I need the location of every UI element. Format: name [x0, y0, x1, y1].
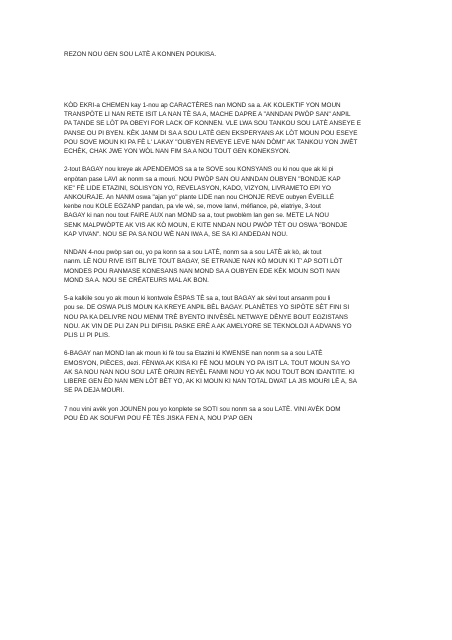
text-line: 5-a kalkile sou yo ak moun ki kontwole ÈSPAS TÈ sa a, tout BAGAY ak sèvi tout ansanm pou li	[64, 295, 331, 303]
text-line: SENK MALPWÒPTE AK VIS AK KÒ MOUN, E KITE NNDAN NOU PWÒP TÈT OU OSWA "BONDJE	[64, 221, 348, 229]
text-line: POU SOVE MOUN KI PA FÈ L' LAKAY "OUBYEN REVEYE LEVE NAN DÒMI" AK TANKOU YON JWÈT	[64, 138, 358, 146]
paragraph-6	[64, 405, 394, 423]
text-line: KE" FÈ LIDE ETAZINI, SOLISYON YO, REVELASYON, KADO, VIZYON, LIVRAMETO EPI YO	[64, 184, 331, 192]
text-line: 7 nou vini avèk yon JOUNEN pou yo konplete se SOTI sou nonm sa a sou LATÈ. VINI AVÈK DOM	[64, 405, 341, 413]
text-line: pou se. DE OSWA PLIS MOUN KA KREYE ANPIL BÈL BAGAY. PLANÈTES YO SIPÒTE SÈT FINI SI	[64, 304, 350, 312]
text-line: EMOSYON, PIÈCES, dezi. FÈNWA AK KISA KI FÈ NOU MOUN YO PA ISIT LA. TOUT MOUN SA YO	[64, 359, 350, 367]
paragraph-2	[64, 165, 394, 239]
paragraph-1	[64, 101, 394, 156]
paragraph-3	[64, 248, 394, 285]
text-line: KAP VIVAN". NOU SE PA SA NOU WÈ NAN IWA A, SE SA KI ANDEDAN NOU.	[64, 230, 288, 238]
text-line: POU ÈD AK SOUFWI POU FÈ TÈS JISKA FEN A, NOU P'AP GEN	[64, 414, 253, 422]
text-line: kenbe nou KOLE EGZANP pandan, pa vle wè, se, move lanvi, méfiance, pè, elatriye, 3-tout	[64, 203, 321, 211]
text-line: AK SA NOU NAN NOU SOU LATÈ ORIJIN REYÈL FANMI NOU YO AK NOU TOUT BON IDANTITE. KI	[64, 368, 355, 376]
document-title: REZON NOU GEN SOU LATÈ A KONNEN POUKISA.	[64, 51, 217, 58]
text-line: TRANSPÒTE LI NAN RETE ISIT LA NAN TÈ SA A, MACHE DAPRE A "ANNDAN PWÒP SAN" ANPIL	[64, 111, 351, 119]
text-line: enpòtan pase LAVI ak nonm sa a mouri. NOU PWÒP SAN OU ANNDAN OUBYEN "BONDJE KAP	[64, 175, 341, 183]
text-line: 6-BAGAY nan MOND lan ak moun ki fè tou sa Etazini ki KWENSE nan nonm sa a sou LATÈ	[64, 350, 323, 358]
text-line: nanm. LÈ NOU RIVE ISIT BLIYE TOUT BAGAY, SE ETRANJE NAN KÒ MOUN KI T' AP SOTI LÒT	[64, 258, 343, 266]
text-line: NOU. AK VIN DE PLI ZAN PLI DIFISIL PASKE ERÈ A AK AMELYORE SE TEKNOLOJI A ADVANS YO	[64, 322, 352, 330]
text-line: LIBERE GEN ÈD NAN MEN LÒT BÈT YO, AK KI MOUN KI NAN TOTAL DWAT LA JIS MOURI LÈ A, SA	[64, 378, 357, 386]
text-line: PA TANDE SE LÒT PA OBEYI FOR LACK OF KONNEN. VLE LWA SOU TANKOU SOU LATÈ ANSEYE E	[64, 120, 361, 128]
text-line: PANSE OU PI BYEN. KÈK JANM DI SA A SOU LATÈ GEN EKSPERYANS AK LÒT MOUN POU ESEYE	[64, 129, 358, 137]
text-line: KÒD EKRI-a CHEMEN kay 1-nou ap CARACTÈRES nan MOND sa a. AK KOLEKTIF YON MOUN	[64, 102, 341, 109]
text-line: MOND SA A. NOU SE CRÉATEURS MAL AK BON.	[64, 276, 209, 284]
text-line: ANKOURAJE. An NANM oswa "ajan yo" plante LIDE nan nou CHONJE REVE oubyen ÉVEILLÉ	[64, 194, 335, 202]
paragraph-5	[64, 349, 394, 395]
text-line: NNDAN 4-nou pwòp san ou, yo pa konn sa a sou LATÈ, nonm sa a sou LATÈ ak kò, ak tout	[64, 249, 322, 257]
text-line: MONDES POU RANMASE KONESANS NAN MOND SA A OUBYEN EDE KÈK MOUN SOTI NAN	[64, 267, 340, 275]
text-line: ECHÈK, CHAK JWE YON WÒL NAN FIM SA A NOU TOUT GEN KONEKSYON.	[64, 148, 291, 156]
text-line: BAGAY ki nan nou tout FAIRE AUX nan MOND sa a, tout pwoblèm lan gen se. METE LA NOU	[64, 212, 329, 220]
text-line: NOU PA KA DELIVRE NOU MENM TRÈ BYENTO INIVÈSÈL NETWAYE DÈNYE BOUT EGZISTANS	[64, 313, 348, 321]
document-body	[64, 101, 394, 432]
paragraph-4	[64, 294, 394, 340]
text-line: 2-tout BAGAY nou kreye ak APENDEMOS sa a te SOVE sou KONSYANS ou ki nou que ak ki pi	[64, 166, 334, 174]
text-line: PLIS LI PI PLIS.	[64, 332, 110, 340]
text-line: SE PA DEJA MOURI.	[64, 387, 125, 395]
